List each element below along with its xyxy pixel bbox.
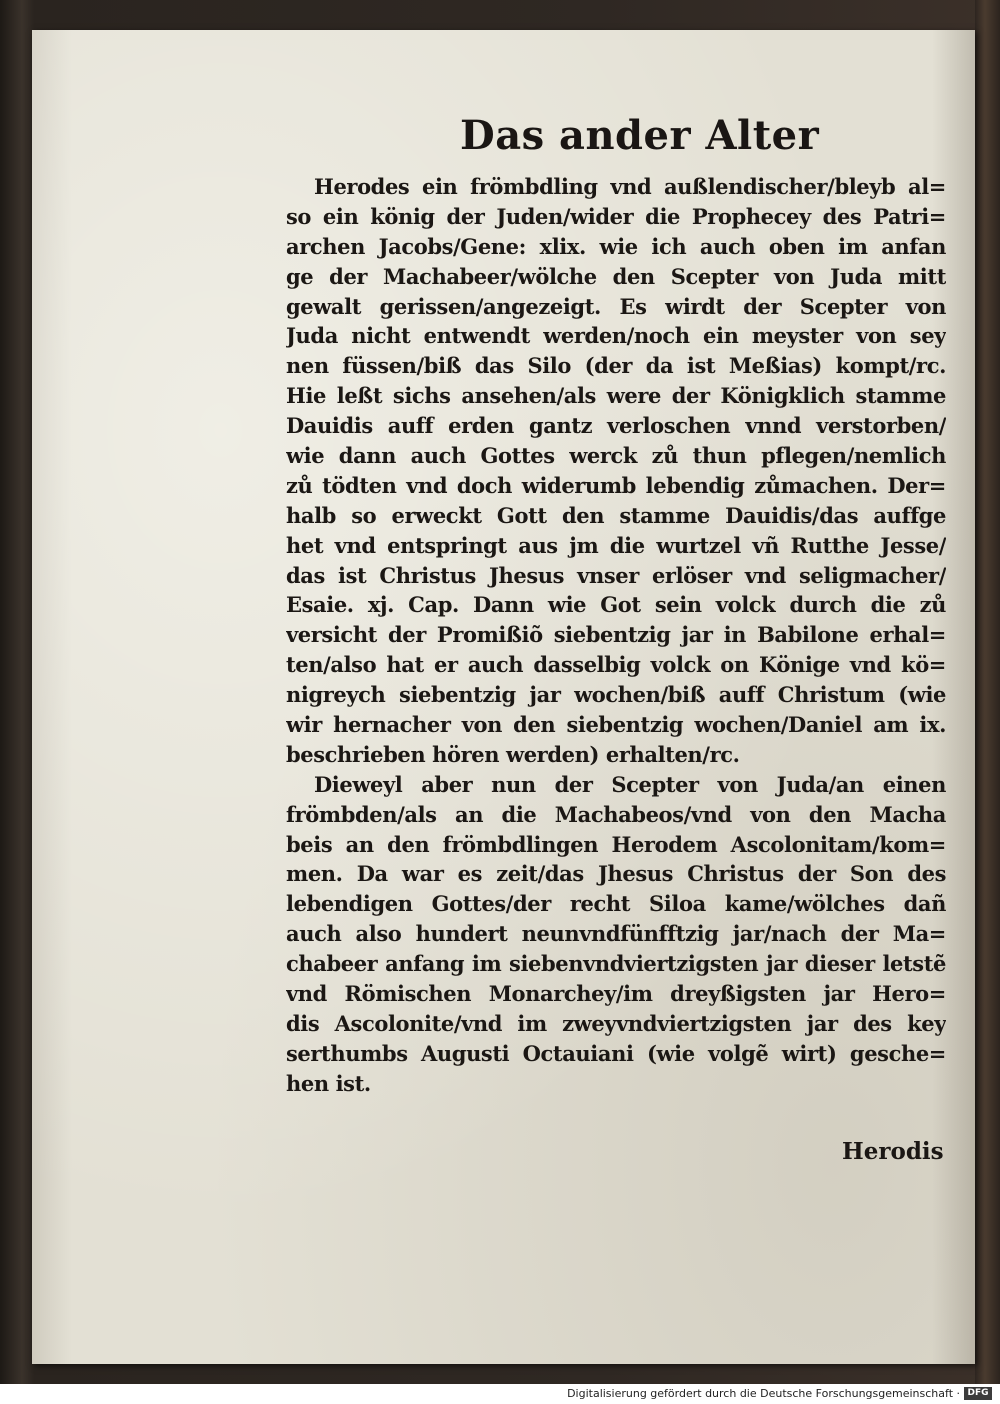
- footer-bar: [0, 1384, 1000, 1404]
- text-line: so ein könig der Juden/wider die Prophecey des Patri=: [286, 203, 946, 229]
- text-line: beis an den frömbdlingen Herodem Ascolonitam/kom=: [286, 831, 946, 857]
- catchword: Herodis: [842, 1138, 944, 1165]
- text-line: versicht der Promißiõ siebentzig jar in Babilone erhal=: [286, 622, 946, 648]
- text-line: wie dann auch Gottes werck zů thun pflegen/nemlich: [286, 443, 946, 469]
- text-line: auch also hundert neunvndfünfftzig jar/nach der Ma=: [286, 921, 946, 947]
- text-line: frömbden/als an die Machabeos/vnd von den Macha: [286, 801, 946, 827]
- text-line: hen ist.: [286, 1070, 371, 1096]
- text-line: dis Ascolonite/vnd im zweyvndviertzigsten jar des key: [286, 1010, 946, 1036]
- text-line: vnd Römischen Monarchey/im dreyßigsten jar Hero=: [286, 981, 946, 1007]
- dfg-logo: DFG: [964, 1387, 992, 1400]
- text-line: lebendigen Gottes/der recht Siloa kame/wölches dañ: [286, 891, 946, 917]
- text-line: Dieweyl aber nun der Scepter von Juda/an einen: [314, 771, 946, 797]
- text-line: ge der Machabeer/wölche den Scepter von Juda mitt: [286, 263, 946, 289]
- text-line: beschrieben hören werden) erhalten/rc.: [286, 741, 740, 767]
- text-line: chabeer anfang im siebenvndviertzigsten jar dieser letstẽ: [286, 951, 946, 977]
- text-line: Herodes ein frömbdling vnd außlendischer/bleyb al=: [314, 174, 946, 199]
- text-line: Dauidis auff erden gantz verloschen vnnd verstorben/: [286, 413, 946, 439]
- funding-credit: Digitalisierung gefördert durch die Deutsche Forschungsgemeinschaft ·: [567, 1387, 960, 1400]
- running-head: Das ander Alter: [460, 112, 820, 159]
- text-line: halb so erweckt Gott den stamme Dauidis/das auffge: [286, 502, 946, 528]
- text-line: men. Da war es zeit/das Jhesus Christus der Son des: [286, 861, 946, 887]
- text-line: ten/also hat er auch dasselbig volck on Könige vnd kö=: [286, 652, 946, 678]
- text-line: gewalt gerissen/angezeigt. Es wirdt der Scepter von: [286, 293, 946, 319]
- text-line: nigreych siebentzig jar wochen/biß auff Christum (wie: [286, 682, 946, 708]
- text-line: Esaie. xj. Cap. Dann wie Got sein volck durch die zů: [286, 592, 946, 618]
- text-line: Hie leßt sichs ansehen/als were der Königklich stamme: [286, 383, 946, 409]
- text-line: het vnd entspringt aus jm die wurtzel vñ Rutthe Jesse/: [286, 532, 946, 558]
- text-line: Juda nicht entwendt werden/noch ein meyster von sey: [286, 323, 946, 349]
- text-line: nen füssen/biß das Silo (der da ist Meßias) kompt/rc.: [286, 353, 946, 379]
- text-line: das ist Christus Jhesus vnser erlöser vnd seligmacher/: [286, 562, 946, 588]
- body-text: [286, 172, 946, 1099]
- text-line: zů tödten vnd doch widerumb lebendig zůmachen. Der=: [286, 472, 946, 498]
- text-line: serthumbs Augusti Octauiani (wie volgẽ wirt) gesche=: [286, 1040, 946, 1066]
- text-line: wir hernacher von den siebentzig wochen/Daniel am ix.: [286, 712, 946, 738]
- page-edge-right: [975, 0, 1000, 1384]
- text-line: archen Jacobs/Gene: xlix. wie ich auch oben im anfan: [286, 233, 946, 259]
